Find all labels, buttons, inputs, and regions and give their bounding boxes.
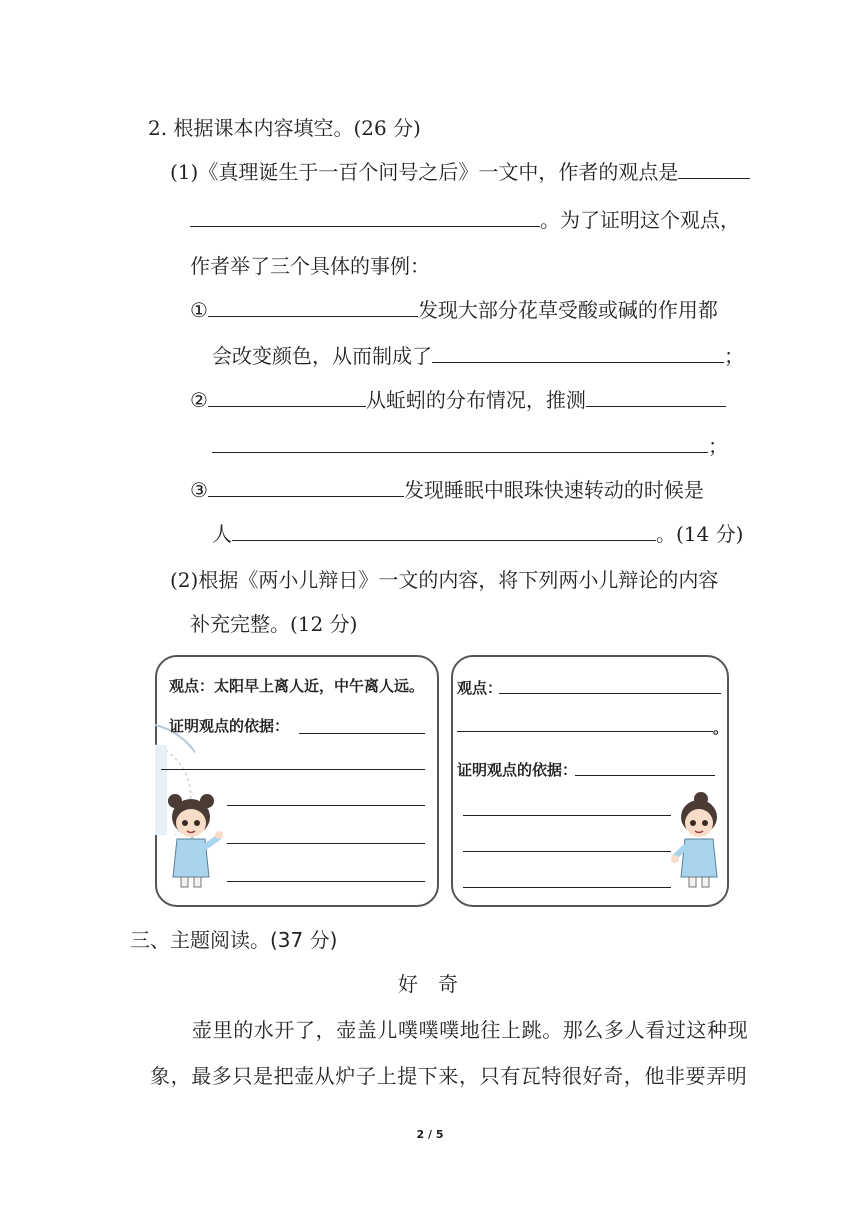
q2-part1-line2 xyxy=(190,206,740,234)
answer-blank[interactable] xyxy=(208,296,418,317)
example-number: ② xyxy=(190,388,208,412)
answer-line[interactable] xyxy=(499,693,721,694)
punctuation: ； xyxy=(708,434,728,458)
example-text: 会改变颜色，从而制成了 xyxy=(212,344,432,368)
answer-blank[interactable] xyxy=(208,476,404,497)
q2-part1-line3: 作者举了三个具体的事例： xyxy=(190,254,430,278)
answer-blank[interactable] xyxy=(678,158,750,179)
answer-line[interactable] xyxy=(575,775,715,776)
page-number: 2 / 5 xyxy=(416,1128,444,1141)
example-number: ③ xyxy=(190,478,208,502)
answer-line[interactable] xyxy=(227,805,425,806)
example-number: ① xyxy=(190,298,208,322)
q2-part2-line1: (2)根据《两小儿辩日》一文的内容，将下列两小儿辩论的内容 xyxy=(170,568,719,592)
example-text: 发现大部分花草受酸或碱的作用都 xyxy=(417,298,718,322)
q2-part1-text: (1)《真理诞生于一百个问号之后》一文中，作者的观点是 xyxy=(170,160,679,184)
child-right-illustration xyxy=(671,791,727,891)
answer-blank[interactable] xyxy=(208,386,366,407)
answer-line[interactable] xyxy=(457,731,713,732)
left-evidence-label: 证明观点的依据： xyxy=(169,717,290,735)
right-viewpoint-label: 观点： xyxy=(457,679,503,697)
answer-line[interactable] xyxy=(161,769,425,770)
answer-line[interactable] xyxy=(463,887,671,888)
example-3-line2 xyxy=(212,520,743,548)
child-left-illustration xyxy=(161,791,225,891)
left-viewpoint: 观点：太阳早上离人近，中午离人远。 xyxy=(169,677,425,695)
q2-part2-line2: 补充完整。(12 分) xyxy=(190,612,358,636)
q2-part1-text: 。为了证明这个观点， xyxy=(540,208,740,232)
right-debate-box xyxy=(451,655,729,907)
punctuation: ； xyxy=(724,344,744,368)
example-text: 从蚯蚓的分布情况，推测 xyxy=(365,388,586,412)
example-2-line1 xyxy=(190,386,726,414)
passage-line-1: 壶里的水开了，壶盖儿噗噗噗地往上跳。那么多人看过这种现 xyxy=(192,1018,749,1042)
answer-blank[interactable] xyxy=(432,342,724,363)
answer-blank[interactable] xyxy=(190,206,540,227)
right-period: 。 xyxy=(713,719,729,737)
question-2-heading: 2. 根据课本内容填空。(26 分) xyxy=(148,116,421,140)
example-2-line2 xyxy=(212,432,728,460)
passage-title: 好 奇 xyxy=(398,972,458,996)
answer-blank[interactable] xyxy=(586,386,726,407)
left-debate-box xyxy=(155,655,439,907)
answer-line[interactable] xyxy=(227,843,425,844)
example-text: 发现睡眠中眼珠快速转动的时候是 xyxy=(403,478,704,502)
answer-line[interactable] xyxy=(463,815,671,816)
q2-part1-line1 xyxy=(170,158,750,186)
example-1-line1 xyxy=(190,296,718,324)
example-1-line2 xyxy=(212,342,744,370)
score: 。(14 分) xyxy=(656,522,744,546)
passage-line-2: 象，最多只是把壶从炉子上提下来，只有瓦特很好奇，他非要弄明 xyxy=(150,1064,748,1088)
right-evidence-label: 证明观点的依据： xyxy=(457,761,578,779)
answer-line[interactable] xyxy=(227,881,425,882)
example-text: 人 xyxy=(212,522,232,546)
answer-line[interactable] xyxy=(463,851,671,852)
answer-blank[interactable] xyxy=(232,520,656,541)
answer-blank[interactable] xyxy=(212,432,708,453)
answer-line[interactable] xyxy=(299,733,425,734)
section-3-heading: 三、主题阅读。(37 分) xyxy=(130,928,338,952)
example-3-line1 xyxy=(190,476,704,504)
